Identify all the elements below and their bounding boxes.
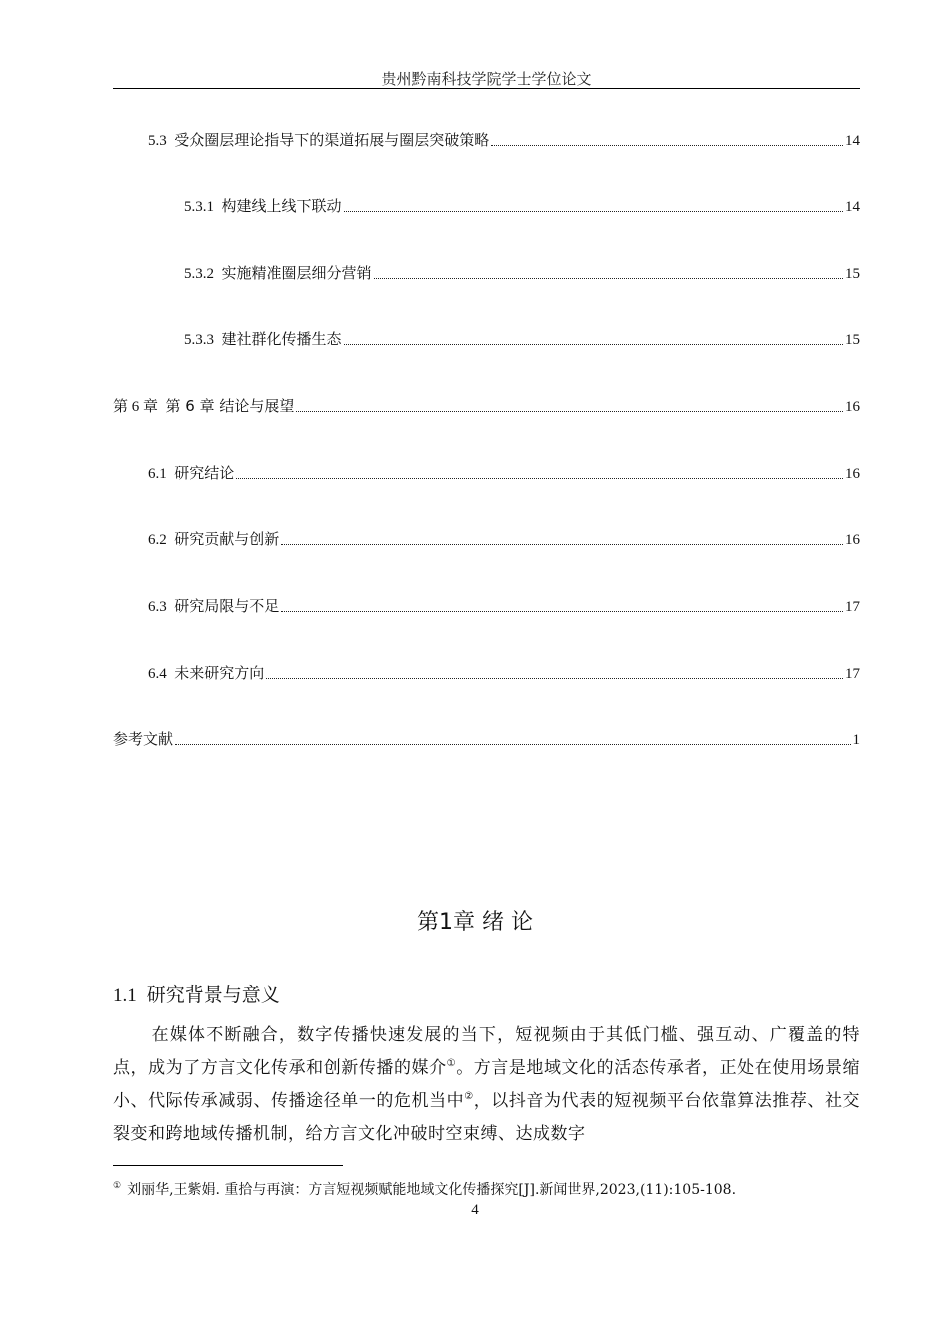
toc-entry-title: 受众圈层理论指导下的渠道拓展与圈层突破策略 <box>174 131 490 149</box>
footnote-separator <box>113 1165 343 1166</box>
footnote <box>113 1180 873 1200</box>
toc-entry[interactable] <box>148 129 860 151</box>
toc-entry-number: 6.1 <box>148 466 175 482</box>
toc-entry-number: 5.3.3 <box>184 332 222 348</box>
toc-entry[interactable] <box>148 462 860 484</box>
toc-entry-title: 研究结论 <box>174 464 235 482</box>
toc-leader-dots <box>344 211 843 212</box>
toc-entry[interactable] <box>184 195 860 217</box>
toc-entry-title: 建社群化传播生态 <box>221 330 342 348</box>
toc-entry-page: 16 <box>845 532 860 548</box>
toc-entry-title: 构建线上线下联动 <box>221 197 342 215</box>
toc-leader-dots <box>175 744 850 745</box>
toc-entry-page: 16 <box>845 466 860 482</box>
toc-entry[interactable] <box>184 328 860 350</box>
toc-leader-dots <box>491 145 843 146</box>
toc-leader-dots <box>281 611 843 612</box>
toc-entry-page: 15 <box>845 332 860 348</box>
toc-leader-dots <box>266 678 843 679</box>
footnote-reference[interactable]: ① <box>446 1058 457 1069</box>
toc-entry[interactable] <box>184 262 860 284</box>
footnote-text: 刘丽华,王紫娟. 重拾与再演：方言短视频赋能地域文化传播探究[J].新闻世界,2023,(11):105-108. <box>127 1182 737 1198</box>
section-title: 研究背景与意义 <box>146 984 280 1006</box>
page-header-title: 贵州黔南科技学院学士学位论文 <box>381 70 592 88</box>
paragraph-text: 在媒体不断融合，数字传播快速发展的当下，短视频由于其低门槛、强互动、广覆盖的特点，成为了方言文化传承和创新传播的媒介 <box>113 1025 860 1078</box>
toc-entry[interactable] <box>148 662 860 684</box>
toc-leader-dots <box>281 544 843 545</box>
footnote-marker: ① <box>113 1181 122 1191</box>
toc-entry-title: 参考文献 <box>113 730 174 748</box>
toc-entry-number: 5.3.2 <box>184 266 222 282</box>
page-number: 4 <box>471 1202 479 1218</box>
toc-entry-page: 15 <box>845 266 860 282</box>
toc-entry-title: 未来研究方向 <box>174 664 265 682</box>
toc-entry-number: 6.2 <box>148 532 175 548</box>
toc-entry-number: 6.4 <box>148 666 175 682</box>
toc-entry-title: 研究贡献与创新 <box>174 530 280 548</box>
toc-leader-dots <box>374 278 843 279</box>
toc-entry-page: 17 <box>845 666 860 682</box>
toc-entry-page: 17 <box>845 599 860 615</box>
toc-entry[interactable] <box>113 728 860 750</box>
toc-leader-dots <box>344 344 843 345</box>
toc-entry-title: 第 6 章 结论与展望 <box>165 397 295 415</box>
chapter-title: 第1章 绪 论 <box>417 910 533 935</box>
toc-entry-page: 14 <box>845 199 860 215</box>
toc-entry-number: 6.3 <box>148 599 175 615</box>
section-number: 1.1 <box>113 985 137 1006</box>
body-paragraph <box>113 1019 860 1151</box>
toc-entry-page: 16 <box>845 399 860 415</box>
toc-entry[interactable] <box>113 395 860 417</box>
toc-entry-title: 实施精准圈层细分营销 <box>221 264 372 282</box>
toc-entry-number: 第 6 章 <box>113 399 166 415</box>
toc-entry-number: 5.3 <box>148 133 175 149</box>
toc-entry-number: 5.3.1 <box>184 199 222 215</box>
toc-entry[interactable] <box>148 528 860 550</box>
toc-entry-page: 1 <box>852 732 860 748</box>
paragraph-text: 。方言是地域文化的活态传承者，正处在使用场景缩小、代际传承减弱、传播途径单一的危机当中 <box>113 1058 861 1111</box>
toc-entry-page: 14 <box>845 133 860 149</box>
section-heading <box>113 982 280 1009</box>
paragraph-text: ，以抖音为代表的短视频平台依靠算法推荐、社交裂变和跨地域传播机制，给方言文化冲破时空束缚、达成数字 <box>113 1091 861 1144</box>
toc-leader-dots <box>236 478 843 479</box>
toc-leader-dots <box>296 411 843 412</box>
toc-entry-title: 研究局限与不足 <box>174 597 280 615</box>
header-rule <box>113 88 860 89</box>
toc-entry[interactable] <box>148 595 860 617</box>
footnote-reference[interactable]: ② <box>464 1091 474 1102</box>
